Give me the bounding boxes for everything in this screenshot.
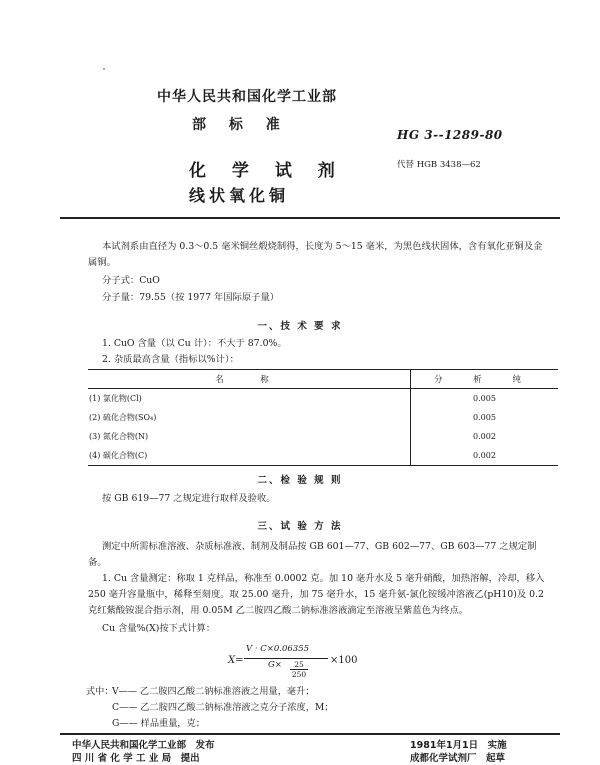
section-1-title: 一、技 术 要 求 xyxy=(257,321,343,332)
impurity-table xyxy=(88,369,558,466)
replaces-note: 代替 HGB 3438—62 xyxy=(397,160,481,170)
formula-numerator: V · C×0.06355 xyxy=(246,644,310,654)
where-g: G—— 样品重量，克； xyxy=(112,718,205,729)
impurity-value: 0.002 xyxy=(411,427,559,446)
footer-proposer: 四 川 省 化 学 工 业 局 提出 xyxy=(72,753,200,764)
footer-divider xyxy=(60,733,560,735)
footer-drafter: 成都化学试剂厂 起草 xyxy=(410,753,506,764)
inner-fraction-top: 25 xyxy=(294,660,304,669)
section-3-title: 三、试 验 方 法 xyxy=(257,521,343,532)
where-v: V—— 乙二胺四乙酸二钠标准溶液之用量，毫升； xyxy=(112,686,315,697)
title-line-2: 线状氧化铜 xyxy=(189,186,290,205)
calc-intro: Cu 含量%(X)按下式计算： xyxy=(102,623,216,634)
molecular-weight: 分子量：79.55（按 1977 年国际原子量） xyxy=(102,292,280,303)
scan-speck xyxy=(103,68,105,70)
ministry-name: 中华人民共和国化学工业部 xyxy=(157,89,337,105)
table-header-name: 名 称 xyxy=(88,370,411,389)
molecular-formula: 分子式：CuO xyxy=(102,275,160,286)
title-line-1: 化 学 试 剂 xyxy=(189,161,345,181)
header-divider xyxy=(60,217,560,219)
section-2-title: 二、检 验 规 则 xyxy=(257,475,343,486)
inner-fraction-bottom: 250 xyxy=(291,670,307,679)
table-row xyxy=(88,446,558,466)
standard-number: HG 3--1289-80 xyxy=(397,128,503,142)
requirement-2: 2. 杂质最高含量（指标以%计）： xyxy=(102,354,239,365)
table-row xyxy=(88,389,558,409)
standard-kind: 部 标 准 xyxy=(192,117,289,133)
inspection-rule: 按 GB 619—77 之规定进行取样及验收。 xyxy=(102,493,276,504)
formula-inner-fraction xyxy=(290,660,308,679)
formula-denominator: G× xyxy=(268,660,282,670)
method-cu-content: 1. Cu 含量测定：称取 1 克样品，称准至 0.0002 克。加 10 毫升水及 5 毫升硝酸，加热溶解，冷却，移入 250 毫升容量瓶中，稀释至刻度。取 25.00 毫升，加 75 毫升水，15 毫升氨-氯化铵缓冲溶液乙(pH10)及 0.2 克红紫酸铵混合指示剂，用 0.05M 乙二胺四乙酸二钠标准溶液滴定至溶液呈紫蓝色为终点。 xyxy=(88,573,545,616)
table-header-grade: 分 析 纯 xyxy=(411,370,559,389)
table-row xyxy=(88,427,558,446)
method-intro: 测定中所需标准溶液、杂质标准液、制剂及制品按 GB 601—77、GB 602—77、GB 603—77 之规定制备。 xyxy=(88,541,537,568)
intro-description: 本试剂系由直径为 0.3～0.5 毫米铜丝煅烧制得，长度为 5～15 毫米，为黑色线状固体，含有氧化亚铜及金属铜。 xyxy=(88,241,543,268)
impurity-name: (2) 硫化合物(SO₄) xyxy=(89,413,157,422)
formula-tail: ×100 xyxy=(330,655,358,666)
requirement-1: 1. CuO 含量（以 Cu 计）：不大于 87.0%。 xyxy=(102,338,287,349)
where-c: C—— 乙二胺四乙酸二钠标准溶液之克分子浓度，M； xyxy=(112,702,334,713)
footer-effective-date: 1981年1月1日 实施 xyxy=(410,740,507,751)
formula-fraction-bar xyxy=(244,658,328,659)
where-prefix: 式中： xyxy=(86,686,114,697)
formula-lhs: X= xyxy=(228,655,244,666)
table-row xyxy=(88,408,558,427)
impurity-name: (1) 氯化物(Cl) xyxy=(89,394,142,403)
footer-issuer: 中华人民共和国化学工业部 发布 xyxy=(72,740,215,751)
impurity-name: (3) 氮化合物(N) xyxy=(89,432,149,441)
impurity-name: (4) 碳化合物(C) xyxy=(88,446,411,466)
impurity-value: 0.005 xyxy=(411,408,559,427)
impurity-value: 0.005 xyxy=(411,389,559,409)
impurity-value: 0.002 xyxy=(411,446,559,466)
cu-formula xyxy=(228,633,418,689)
